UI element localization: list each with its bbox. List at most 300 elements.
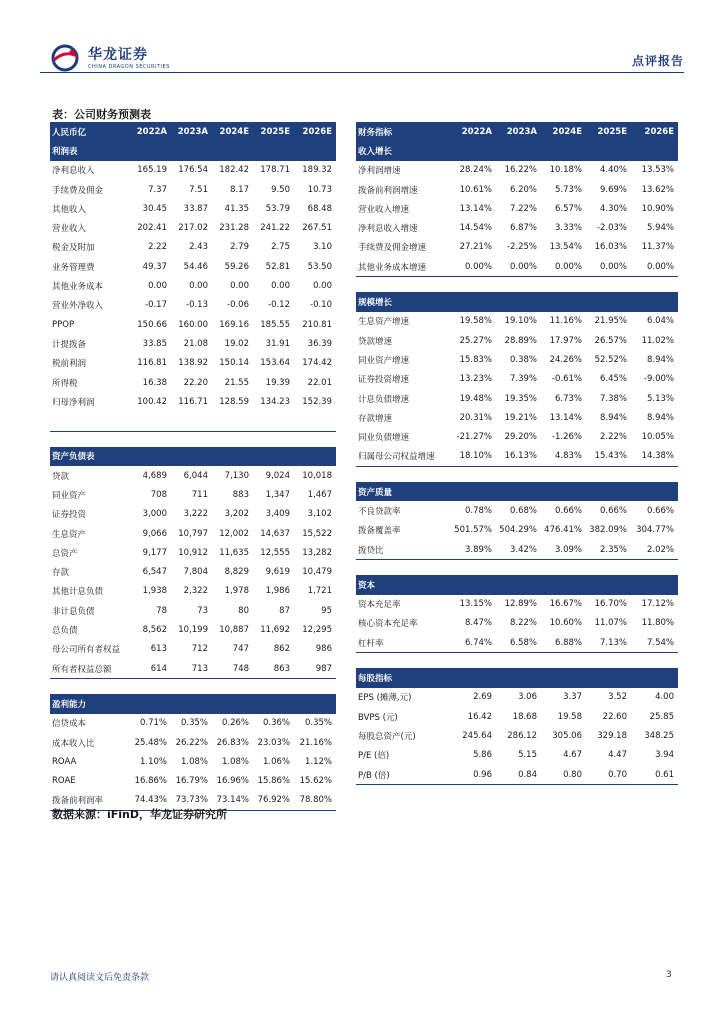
section-header-row: [356, 141, 678, 160]
row-value: 217.02: [178, 223, 208, 234]
section-fill-cell: [586, 482, 631, 501]
row-value: 7.39%: [509, 374, 537, 385]
row-value: 863: [253, 659, 294, 679]
row-value: 7.37: [148, 184, 167, 195]
row-value: 6.57%: [554, 203, 582, 214]
section-title: 收入增长: [356, 141, 448, 160]
row-value: 9,066: [142, 528, 167, 539]
row-value: 28.24%: [459, 165, 492, 176]
section-fill-cell: [130, 694, 171, 713]
row-value: 4.00: [655, 692, 674, 703]
row-value: 9,177: [142, 547, 167, 558]
row-value: 174.42: [302, 358, 332, 369]
row-value: 747: [232, 644, 249, 655]
table-row: [50, 334, 336, 353]
row-value: 150.14: [219, 358, 249, 369]
row-value: 21.16%: [299, 737, 332, 748]
table-row: [356, 389, 678, 408]
row-value: 78: [156, 605, 167, 616]
table-row: [356, 726, 678, 745]
row-value: 1.08%: [180, 756, 208, 767]
section-fill-cell: [631, 292, 678, 311]
row-value: 10,887: [219, 625, 249, 636]
year-header: 2024E: [541, 122, 586, 141]
section-fill-cell: [212, 447, 253, 466]
section-spacer: [356, 277, 678, 293]
spacer-cell: [496, 277, 541, 293]
row-label: 同业资产: [52, 490, 87, 501]
row-label: 每股总资产(元): [358, 731, 416, 742]
table-row: [50, 411, 336, 431]
row-value: 1.12%: [304, 756, 332, 767]
row-value: 16.22%: [504, 165, 537, 176]
section-fill-cell: [294, 447, 336, 466]
row-value: 11.37%: [641, 242, 674, 253]
table-row: [50, 772, 336, 791]
spacer-cell: [50, 431, 130, 447]
row-value: 0.00%: [448, 257, 496, 277]
section-fill-cell: [541, 141, 586, 160]
section-spacer: [356, 560, 678, 576]
row-value: 4.83%: [541, 447, 586, 467]
row-value: -0.17: [145, 300, 167, 311]
spacer-cell: [171, 431, 212, 447]
row-value: 21.95%: [594, 316, 627, 327]
row-value: 13.14%: [549, 412, 582, 423]
spacer-cell: [586, 653, 631, 669]
row-value: 0.00: [148, 281, 167, 292]
row-value: -9.00%: [643, 374, 674, 385]
row-value: 153.64: [260, 358, 290, 369]
row-value: 6.88%: [541, 633, 586, 653]
row-value: 2.22%: [599, 432, 627, 443]
table-row: [356, 633, 678, 653]
table-row: [50, 180, 336, 199]
row-value: 11.80%: [641, 618, 674, 629]
row-label: 所得税: [52, 378, 78, 389]
row-value: 476.41%: [544, 525, 582, 536]
section-header-row: [50, 694, 336, 713]
section-fill-cell: [631, 575, 678, 594]
row-value: 22.60: [602, 711, 627, 722]
row-value: 986: [315, 644, 332, 655]
spacer-cell: [294, 431, 336, 447]
row-value: 5.86: [473, 750, 492, 761]
row-value: 10.90%: [641, 203, 674, 214]
row-value: 2.69: [473, 692, 492, 703]
row-label: 总资产: [52, 548, 78, 559]
row-value: 17.12%: [641, 599, 674, 610]
row-value: 241.22: [260, 223, 290, 234]
row-value: 202.41: [137, 223, 167, 234]
row-value: 3.37: [563, 692, 582, 703]
row-value: [212, 411, 253, 431]
row-value: 53.50: [307, 261, 332, 272]
row-value: 0.80: [541, 765, 586, 785]
table-row: [50, 218, 336, 237]
row-value: 7.54%: [631, 633, 678, 653]
table-row: [50, 199, 336, 218]
row-value: 87: [279, 605, 290, 616]
row-value: 329.18: [597, 730, 627, 741]
section-title: 资产负债表: [50, 447, 130, 466]
row-value: 1.08%: [221, 756, 249, 767]
spacer-cell: [448, 467, 496, 483]
spacer-cell: [212, 431, 253, 447]
section-fill-cell: [541, 575, 586, 594]
section-fill-cell: [496, 482, 541, 501]
row-value: 9,024: [265, 470, 290, 481]
row-value: 15.83%: [459, 354, 492, 365]
row-value: 26.22%: [175, 737, 208, 748]
section-title: 规模增长: [356, 292, 448, 311]
row-value: 73.73%: [171, 791, 212, 811]
row-value: 16.96%: [216, 776, 249, 787]
row-value: 23.03%: [257, 737, 290, 748]
spacer-cell: [356, 560, 448, 576]
row-label: PPOP: [52, 319, 75, 330]
row-value: 6.73%: [554, 393, 582, 404]
footer-disclaimer: 请认真阅读文后免责条款: [50, 973, 150, 983]
row-value: 41.35: [224, 203, 249, 214]
row-value: 33.87: [183, 203, 208, 214]
section-title: 利润表: [50, 141, 130, 160]
row-value: 33.85: [142, 338, 167, 349]
table-row: [356, 199, 678, 218]
row-value: 0.00%: [496, 257, 541, 277]
row-value: 305.06: [552, 730, 582, 741]
spacer-cell: [586, 467, 631, 483]
section-spacer: [50, 431, 336, 447]
row-value: -0.10: [310, 300, 332, 311]
row-value: 0.66%: [599, 505, 627, 516]
row-value: 116.71: [178, 396, 208, 407]
spacer-cell: [448, 560, 496, 576]
row-value: 134.23: [260, 396, 290, 407]
spacer-cell: [496, 653, 541, 669]
row-value: 0.66%: [646, 505, 674, 516]
spacer-cell: [631, 277, 678, 293]
row-value: 0.26%: [221, 718, 249, 729]
row-value: 185.55: [260, 319, 290, 330]
spacer-cell: [586, 560, 631, 576]
spacer-cell: [541, 277, 586, 293]
row-value: 7.38%: [599, 393, 627, 404]
row-value: 78.80%: [294, 791, 336, 811]
row-value: [130, 411, 171, 431]
row-value: 4.40%: [599, 165, 627, 176]
row-value: 245.64: [462, 730, 492, 741]
row-label: 归属母公司权益增速: [356, 447, 448, 467]
row-value: 8.22%: [509, 618, 537, 629]
row-value: 10,018: [302, 470, 332, 481]
row-label: 营业外净收入: [52, 301, 104, 312]
row-value: 165.19: [137, 165, 167, 176]
section-fill-cell: [171, 141, 212, 160]
table-row: [50, 296, 336, 315]
section-header-row: [50, 447, 336, 466]
year-header: 2022A: [448, 122, 496, 141]
section-fill-cell: [541, 668, 586, 687]
section-title: 每股指标: [356, 668, 448, 687]
table-row: [356, 521, 678, 540]
table-row: [356, 218, 678, 237]
row-value: 150.66: [137, 319, 167, 330]
table-row: [356, 161, 678, 180]
row-value: 1,347: [265, 489, 290, 500]
year-header: 2023A: [171, 122, 212, 141]
data-source-note: 数据来源：iFinD，华龙证券研究所: [52, 808, 228, 821]
spacer-cell: [541, 467, 586, 483]
row-value: -1.26%: [551, 432, 582, 443]
section-fill-cell: [448, 482, 496, 501]
row-value: 3,102: [307, 509, 332, 520]
section-fill-cell: [631, 482, 678, 501]
row-label: [50, 411, 130, 431]
row-value: 9.69%: [599, 184, 627, 195]
row-label: 杠杆率: [356, 633, 448, 653]
row-value: 3.89%: [448, 540, 496, 560]
spacer-cell: [50, 679, 130, 695]
table-row: [356, 614, 678, 633]
row-value: 8.47%: [464, 618, 492, 629]
header-divider: [40, 72, 684, 73]
section-fill-cell: [212, 141, 253, 160]
row-label: 税金及附加: [52, 243, 95, 254]
table-row: [50, 354, 336, 373]
table-row: [356, 447, 678, 467]
row-value: 3,222: [183, 509, 208, 520]
row-value: 49.37: [142, 261, 167, 272]
huarong-logo-icon: [50, 44, 80, 72]
page-number: 3: [666, 970, 672, 980]
header-label: 人民币亿: [50, 122, 130, 141]
table-row: [356, 408, 678, 427]
row-value: 748: [212, 659, 253, 679]
row-label: 净利息收入增速: [358, 224, 418, 235]
row-label: 同业负债增速: [358, 433, 410, 444]
row-value: 286.12: [507, 730, 537, 741]
row-value: 712: [191, 644, 208, 655]
table-row: [50, 601, 336, 620]
row-value: 987: [294, 659, 336, 679]
row-label: 其他计息负债: [52, 587, 104, 598]
row-value: 16.86%: [134, 776, 167, 787]
row-value: 10,797: [178, 528, 208, 539]
row-value: 18.68: [512, 711, 537, 722]
row-label: 贷款: [52, 471, 70, 482]
row-label: 净利润增速: [358, 166, 401, 177]
row-label: 计息负债增速: [358, 394, 410, 405]
row-label: 拨备前利润率: [50, 791, 130, 811]
section-title: 资产质量: [356, 482, 448, 501]
row-label: 营业收入增速: [358, 204, 410, 215]
row-value: 116.81: [137, 358, 167, 369]
row-value: 3.94: [655, 750, 674, 761]
section-header-row: [356, 668, 678, 687]
spacer-cell: [212, 679, 253, 695]
table-header-row: [356, 122, 678, 141]
row-value: 11,635: [219, 547, 249, 558]
spacer-cell: [356, 277, 448, 293]
row-value: 15,522: [302, 528, 332, 539]
section-fill-cell: [496, 575, 541, 594]
row-label: 拨贷比: [356, 540, 448, 560]
row-value: 21.55: [224, 377, 249, 388]
row-value: 0.35%: [304, 718, 332, 729]
row-value: 4.47: [608, 750, 627, 761]
row-value: 52.52%: [594, 354, 627, 365]
row-value: 1.10%: [139, 756, 167, 767]
table-row: [50, 238, 336, 257]
section-fill-cell: [496, 668, 541, 687]
row-value: 6.87%: [509, 223, 537, 234]
row-value: 711: [191, 489, 208, 500]
table-row: [50, 524, 336, 543]
row-value: 11,692: [260, 625, 290, 636]
row-value: 7,804: [183, 567, 208, 578]
year-header: 2022A: [130, 122, 171, 141]
row-value: 382.09%: [589, 525, 627, 536]
section-fill-cell: [130, 141, 171, 160]
table-row: [50, 640, 336, 659]
table-row: [356, 707, 678, 726]
row-value: 3.09%: [541, 540, 586, 560]
section-fill-cell: [586, 575, 631, 594]
row-value: 6,547: [142, 567, 167, 578]
table-row: [50, 257, 336, 276]
row-value: 6,044: [183, 470, 208, 481]
row-value: -2.03%: [596, 223, 627, 234]
row-value: 13.14%: [459, 203, 492, 214]
table-row: [50, 733, 336, 752]
row-value: 5.73%: [554, 184, 582, 195]
spacer-cell: [356, 653, 448, 669]
row-value: 713: [171, 659, 212, 679]
row-value: 10,479: [302, 567, 332, 578]
row-label: 存款增速: [358, 413, 393, 424]
section-spacer: [50, 679, 336, 695]
row-value: 19.48%: [459, 393, 492, 404]
section-fill-cell: [448, 141, 496, 160]
row-label: 存款: [52, 568, 70, 579]
row-value: 0.00%: [541, 257, 586, 277]
row-label: 所有者权益总额: [50, 659, 130, 679]
section-header-row: [356, 292, 678, 311]
spacer-cell: [448, 653, 496, 669]
row-label: 税前利润: [52, 359, 87, 370]
row-value: 152.39: [302, 396, 332, 407]
row-label: 营业收入: [52, 224, 87, 235]
section-fill-cell: [253, 141, 294, 160]
row-value: 53.79: [265, 203, 290, 214]
row-value: 10.73: [307, 184, 332, 195]
row-value: 16.42: [467, 711, 492, 722]
row-value: 501.57%: [454, 525, 492, 536]
table-row: [356, 427, 678, 446]
row-value: 36.39: [307, 338, 332, 349]
table-row: [356, 540, 678, 560]
row-label: 拨备前利润增速: [358, 185, 418, 196]
row-value: 2.43: [189, 242, 208, 253]
section-fill-cell: [541, 482, 586, 501]
year-header: 2025E: [253, 122, 294, 141]
row-value: 22.01: [307, 377, 332, 388]
section-fill-cell: [253, 694, 294, 713]
row-value: 59.26: [224, 261, 249, 272]
header-label: 财务指标: [356, 122, 448, 141]
row-label: 资本充足率: [358, 600, 401, 611]
table-row: [356, 501, 678, 520]
row-value: 52.81: [265, 261, 290, 272]
table-row: [356, 180, 678, 199]
row-value: 14.38%: [631, 447, 678, 467]
spacer-cell: [130, 431, 171, 447]
section-fill-cell: [448, 575, 496, 594]
row-value: 2,322: [183, 586, 208, 597]
row-label: BVPS (元): [358, 712, 398, 723]
table-row: [50, 392, 336, 411]
table-row: [50, 466, 336, 485]
table-header-row: [50, 122, 336, 141]
row-label: 母公司所有者权益: [52, 645, 121, 656]
row-value: 25.85: [649, 711, 674, 722]
row-value: 0.00: [271, 281, 290, 292]
row-value: 16.03%: [594, 242, 627, 253]
row-value: 19.10%: [504, 316, 537, 327]
row-value: 100.42: [137, 396, 167, 407]
row-value: 0.00: [313, 281, 332, 292]
row-value: 0.00%: [631, 257, 678, 277]
row-value: 15.43%: [586, 447, 631, 467]
row-value: 2.22: [148, 242, 167, 253]
row-label: 总负债: [52, 626, 78, 637]
row-value: 0.00%: [586, 257, 631, 277]
section-fill-cell: [171, 447, 212, 466]
row-value: 19.39: [265, 377, 290, 388]
section-spacer: [356, 653, 678, 669]
row-label: P/B (倍): [356, 765, 448, 785]
table-row: [50, 276, 336, 295]
row-label: 拨备覆盖率: [358, 526, 401, 537]
row-value: 17.97%: [549, 335, 582, 346]
row-value: 0.84: [496, 765, 541, 785]
spacer-cell: [496, 467, 541, 483]
row-value: 3.42%: [496, 540, 541, 560]
row-value: 176.54: [178, 165, 208, 176]
row-value: 4,689: [142, 470, 167, 481]
left-financial-table: [50, 122, 336, 811]
section-fill-cell: [212, 694, 253, 713]
row-value: 862: [273, 644, 290, 655]
row-value: 160.00: [178, 319, 208, 330]
row-value: 883: [232, 489, 249, 500]
row-value: 708: [150, 489, 167, 500]
row-value: 613: [150, 644, 167, 655]
row-value: 128.59: [219, 396, 249, 407]
row-value: 26.57%: [594, 335, 627, 346]
row-label: 手续费及佣金增速: [358, 243, 427, 254]
row-value: 10,199: [178, 625, 208, 636]
table-row: [50, 485, 336, 504]
row-label: ROAA: [52, 756, 77, 767]
row-value: 19.21%: [504, 412, 537, 423]
row-value: 304.77%: [636, 525, 674, 536]
row-value: 0.38%: [509, 354, 537, 365]
row-value: 30.45: [142, 203, 167, 214]
row-value: 0.68%: [509, 505, 537, 516]
row-value: -0.13: [186, 300, 208, 311]
